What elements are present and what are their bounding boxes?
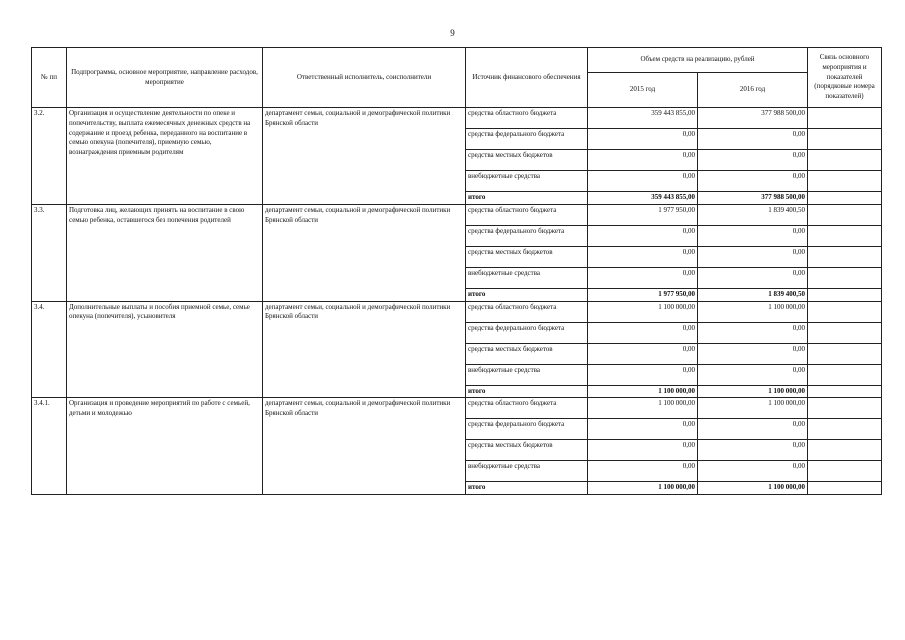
link-cell <box>808 385 882 398</box>
amount-2015: 0,00 <box>588 440 698 461</box>
link-cell <box>808 482 882 495</box>
funding-source: средства областного бюджета <box>466 398 588 419</box>
link-cell <box>808 343 882 364</box>
section-executor: департамент семьи, социальной и демографической политики Брянской области <box>263 204 466 301</box>
amount-2016: 0,00 <box>698 322 808 343</box>
amount-2015: 0,00 <box>588 364 698 385</box>
amount-2015: 359 443 855,00 <box>588 108 698 129</box>
section-executor: департамент семьи, социальной и демографической политики Брянской области <box>263 398 466 495</box>
amount-2016: 377 988 500,00 <box>698 108 808 129</box>
header-subprogram: Подпрограмма, основное мероприятие, направление расходов, мероприятие <box>67 48 263 108</box>
funding-total-label: итого <box>466 288 588 301</box>
funding-source: внебюджетные средства <box>466 461 588 482</box>
section-title: Подготовка лиц, желающих принять на воспитание в свою семью ребенка, оставшегося без попечения родителей <box>67 204 263 301</box>
funding-total-label: итого <box>466 482 588 495</box>
funding-source: средства областного бюджета <box>466 301 588 322</box>
section-number: 3.3. <box>32 204 67 301</box>
budget-table <box>31 47 882 495</box>
link-cell <box>808 171 882 192</box>
link-cell <box>808 150 882 171</box>
amount-2016: 0,00 <box>698 419 808 440</box>
section-title: Организация и проведение мероприятий по работе с семьей, детьми и молодежью <box>67 398 263 495</box>
section-number: 3.2. <box>32 108 67 205</box>
amount-2015: 1 977 950,00 <box>588 204 698 225</box>
link-cell <box>808 192 882 205</box>
amount-2016: 0,00 <box>698 171 808 192</box>
header-year-2016: 2016 год <box>698 73 808 108</box>
total-2015: 1 100 000,00 <box>588 385 698 398</box>
amount-2016: 0,00 <box>698 364 808 385</box>
funding-source: средства федерального бюджета <box>466 129 588 150</box>
amount-2015: 0,00 <box>588 461 698 482</box>
total-2016: 377 988 500,00 <box>698 192 808 205</box>
page-number: 9 <box>450 28 455 38</box>
funding-source: внебюджетные средства <box>466 364 588 385</box>
funding-source: внебюджетные средства <box>466 267 588 288</box>
header-year-2015: 2015 год <box>588 73 698 108</box>
section-executor: департамент семьи, социальной и демографической политики Брянской области <box>263 108 466 205</box>
link-cell <box>808 419 882 440</box>
link-cell <box>808 440 882 461</box>
amount-2016: 1 100 000,00 <box>698 301 808 322</box>
amount-2015: 0,00 <box>588 322 698 343</box>
link-cell <box>808 108 882 129</box>
amount-2016: 1 839 400,50 <box>698 204 808 225</box>
link-cell <box>808 129 882 150</box>
funding-source: средства областного бюджета <box>466 204 588 225</box>
amount-2015: 0,00 <box>588 246 698 267</box>
amount-2015: 0,00 <box>588 171 698 192</box>
amount-2015: 0,00 <box>588 267 698 288</box>
funding-source: средства местных бюджетов <box>466 150 588 171</box>
amount-2015: 0,00 <box>588 129 698 150</box>
amount-2016: 0,00 <box>698 129 808 150</box>
funding-source: средства местных бюджетов <box>466 440 588 461</box>
link-cell <box>808 461 882 482</box>
section-title: Дополнительные выплаты и пособия приемной семье, семье опекуна (попечителя), усыновителя <box>67 301 263 398</box>
link-cell <box>808 398 882 419</box>
header-link: Связь основного мероприятия и показателей (порядковые номера показателей) <box>808 48 882 108</box>
total-2016: 1 100 000,00 <box>698 385 808 398</box>
funding-source: средства местных бюджетов <box>466 246 588 267</box>
link-cell <box>808 301 882 322</box>
link-cell <box>808 322 882 343</box>
amount-2016: 0,00 <box>698 246 808 267</box>
total-2015: 1 977 950,00 <box>588 288 698 301</box>
table-body <box>32 108 882 495</box>
amount-2016: 1 100 000,00 <box>698 398 808 419</box>
link-cell <box>808 288 882 301</box>
link-cell <box>808 246 882 267</box>
link-cell <box>808 364 882 385</box>
section-executor: департамент семьи, социальной и демографической политики Брянской области <box>263 301 466 398</box>
amount-2016: 0,00 <box>698 440 808 461</box>
funding-total-label: итого <box>466 385 588 398</box>
amount-2015: 0,00 <box>588 225 698 246</box>
amount-2016: 0,00 <box>698 461 808 482</box>
amount-2015: 0,00 <box>588 343 698 364</box>
amount-2015: 1 100 000,00 <box>588 301 698 322</box>
total-2015: 1 100 000,00 <box>588 482 698 495</box>
amount-2016: 0,00 <box>698 343 808 364</box>
header-amount-group: Объем средств на реализацию, рублей <box>588 48 808 73</box>
funding-total-label: итого <box>466 192 588 205</box>
funding-source: средства местных бюджетов <box>466 343 588 364</box>
header-num: № пп <box>32 48 67 108</box>
amount-2015: 1 100 000,00 <box>588 398 698 419</box>
section-number: 3.4. <box>32 301 67 398</box>
link-cell <box>808 225 882 246</box>
section-number: 3.4.1. <box>32 398 67 495</box>
link-cell <box>808 267 882 288</box>
amount-2015: 0,00 <box>588 419 698 440</box>
amount-2016: 0,00 <box>698 225 808 246</box>
header-executor: Ответственный исполнитель, соисполнители <box>263 48 466 108</box>
header-source: Источник финансового обеспечения <box>466 48 588 108</box>
amount-2016: 0,00 <box>698 150 808 171</box>
funding-source: средства федерального бюджета <box>466 419 588 440</box>
funding-source: средства федерального бюджета <box>466 322 588 343</box>
total-2015: 359 443 855,00 <box>588 192 698 205</box>
link-cell <box>808 204 882 225</box>
section-title: Организация и осуществление деятельности по опеке и попечительству, выплата ежемесячных денежных средств на содержание и проезд ребенка, переданного на воспитание в семью опекуна (попечителя), приемную семью, вознаграждения приемным родителям <box>67 108 263 205</box>
funding-source: средства федерального бюджета <box>466 225 588 246</box>
total-2016: 1 839 400,50 <box>698 288 808 301</box>
funding-source: внебюджетные средства <box>466 171 588 192</box>
amount-2016: 0,00 <box>698 267 808 288</box>
amount-2015: 0,00 <box>588 150 698 171</box>
funding-source: средства областного бюджета <box>466 108 588 129</box>
total-2016: 1 100 000,00 <box>698 482 808 495</box>
